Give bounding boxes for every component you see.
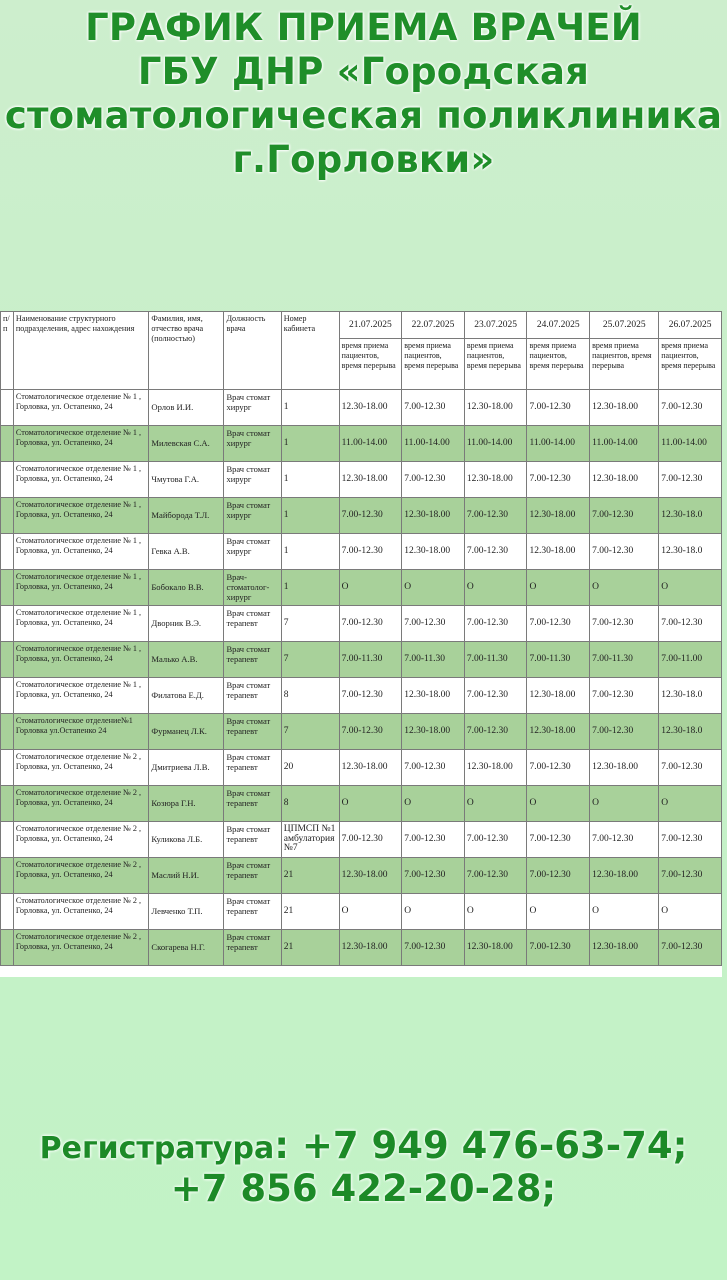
time-cell: 7.00-12.30 [339,678,402,714]
time-cell: О [402,570,465,606]
department-cell: Стоматологическое отделение № 1 , Горловка, ул. Остапенко, 24 [13,462,148,498]
registry-line-1 [0,1124,727,1167]
row-number-cell [1,750,14,786]
header-date: 23.07.2025 [464,312,527,339]
position-cell: Врач стомат терапевт [224,714,281,750]
time-cell: 7.00-12.30 [464,858,527,894]
time-cell: 12.30-18.00 [402,678,465,714]
registry-phone-1: : +7 949 476-63-74; [274,1124,688,1167]
time-cell: 7.00-12.30 [659,822,722,858]
time-cell: 7.00-12.30 [339,714,402,750]
department-cell: Стоматологическое отделение№1 Горловка ул.Остапенко 24 [13,714,148,750]
position-cell: Врач стомат хирург [224,534,281,570]
time-cell: 7.00-11.30 [339,642,402,678]
cabinet-cell: 21 [281,858,339,894]
cabinet-cell: 21 [281,930,339,966]
time-cell: 12.30-18.00 [527,678,590,714]
header-date: 22.07.2025 [402,312,465,339]
time-cell: 12.30-18.00 [402,714,465,750]
row-number-cell [1,930,14,966]
cabinet-cell: 7 [281,642,339,678]
row-number-cell [1,462,14,498]
department-cell: Стоматологическое отделение № 1 , Горловка, ул. Остапенко, 24 [13,498,148,534]
time-cell: 7.00-12.30 [659,930,722,966]
time-cell: 7.00-12.30 [339,534,402,570]
time-cell: 7.00-12.30 [527,930,590,966]
header-subcaption: время приема пациентов, время перерыва [659,339,722,390]
header-cabinet: Номер кабинета [281,312,339,390]
doctor-name-cell: Чмутова Г.А. [149,462,224,498]
department-cell: Стоматологическое отделение № 1 , Горловка, ул. Остапенко, 24 [13,426,148,462]
department-cell: Стоматологическое отделение № 1 , Горловка, ул. Остапенко, 24 [13,678,148,714]
time-cell: 7.00-12.30 [590,678,659,714]
doctor-name-cell: Куликова Л.Б. [149,822,224,858]
header-date: 25.07.2025 [590,312,659,339]
position-cell: Врач стомат терапевт [224,786,281,822]
position-cell: Врач-стоматолог-хирург [224,570,281,606]
time-cell: 7.00-12.30 [464,534,527,570]
time-cell: 12.30-18.00 [339,858,402,894]
header-date: 26.07.2025 [659,312,722,339]
row-number-cell [1,534,14,570]
time-cell: О [527,786,590,822]
department-cell: Стоматологическое отделение № 1 , Горловка, ул. Остапенко, 24 [13,642,148,678]
position-cell: Врач стомат хирург [224,498,281,534]
time-cell: О [590,570,659,606]
time-cell: 7.00-12.30 [402,858,465,894]
row-number-cell [1,498,14,534]
table-row [1,534,722,570]
doctor-name-cell: Фурманец Л.К. [149,714,224,750]
doctor-name-cell: Гевка А.В. [149,534,224,570]
position-cell: Врач стомат терапевт [224,822,281,858]
time-cell: 12.30-18.00 [590,930,659,966]
time-cell: 7.00-12.30 [659,606,722,642]
header-dept: Наименование структурного подразделения, адрес нахождения [13,312,148,390]
time-cell: 7.00-12.30 [339,498,402,534]
time-cell: 7.00-12.30 [402,750,465,786]
doctor-name-cell: Бобокало В.В. [149,570,224,606]
time-cell: 7.00-12.30 [659,462,722,498]
time-cell: 7.00-12.30 [590,498,659,534]
time-cell: 7.00-11.00 [659,642,722,678]
time-cell: 11.00-14.00 [464,426,527,462]
position-cell: Врач стомат терапевт [224,750,281,786]
time-cell: 7.00-12.30 [590,534,659,570]
doctor-name-cell: Левченко Т.П. [149,894,224,930]
cabinet-cell: 7 [281,714,339,750]
row-number-cell [1,570,14,606]
time-cell: 12.30-18.00 [527,714,590,750]
time-cell: О [659,570,722,606]
cabinet-cell: 1 [281,390,339,426]
time-cell: 7.00-12.30 [659,390,722,426]
row-number-cell [1,822,14,858]
position-cell: Врач стомат хирург [224,426,281,462]
time-cell: О [590,894,659,930]
time-cell: 12.30-18.00 [464,462,527,498]
time-cell: 7.00-11.30 [402,642,465,678]
time-cell: О [659,894,722,930]
title-line-2: ГБУ ДНР «Городская [137,50,590,93]
time-cell: 7.00-12.30 [527,462,590,498]
time-cell: 12.30-18.0 [659,498,722,534]
row-number-cell [1,426,14,462]
header-subcaption: время приема пациентов, время перерыва [339,339,402,390]
time-cell: О [590,786,659,822]
time-cell: О [464,894,527,930]
time-cell: 12.30-18.00 [464,930,527,966]
doctor-name-cell: Филатова Е.Д. [149,678,224,714]
time-cell: 7.00-12.30 [659,858,722,894]
cabinet-cell: 1 [281,570,339,606]
time-cell: 7.00-12.30 [527,822,590,858]
page-title [0,6,727,182]
position-cell: Врач стомат терапевт [224,930,281,966]
position-cell: Врач стомат терапевт [224,642,281,678]
time-cell: О [527,570,590,606]
time-cell: 12.30-18.00 [339,930,402,966]
cabinet-cell: 21 [281,894,339,930]
position-cell: Врач стомат терапевт [224,894,281,930]
time-cell: О [339,894,402,930]
header-date: 24.07.2025 [527,312,590,339]
department-cell: Стоматологическое отделение № 2 , Горловка, ул. Остапенко, 24 [13,750,148,786]
doctor-name-cell: Козюра Г.Н. [149,786,224,822]
registry-label: Регистратура [39,1131,275,1166]
time-cell: 7.00-12.30 [590,606,659,642]
position-cell: Врач стомат терапевт [224,858,281,894]
title-line-1: ГРАФИК ПРИЕМА ВРАЧЕЙ [85,6,642,49]
doctor-name-cell: Скогарева Н.Г. [149,930,224,966]
time-cell: О [527,894,590,930]
header-name: Фамилия, имя, отчество врача (полностью) [149,312,224,390]
time-cell: 12.30-18.00 [590,858,659,894]
time-cell: 12.30-18.00 [527,498,590,534]
table-row [1,786,722,822]
table-row [1,930,722,966]
time-cell: О [339,786,402,822]
row-number-cell [1,786,14,822]
doctor-name-cell: Маслий Н.И. [149,858,224,894]
table-row [1,678,722,714]
table-row [1,822,722,858]
time-cell: 7.00-12.30 [527,606,590,642]
department-cell: Стоматологическое отделение № 2 , Горловка, ул. Остапенко, 24 [13,786,148,822]
time-cell: 12.30-18.00 [339,750,402,786]
time-cell: 7.00-12.30 [402,930,465,966]
department-cell: Стоматологическое отделение № 2 , Горловка, ул. Остапенко, 24 [13,858,148,894]
time-cell: 7.00-12.30 [590,822,659,858]
header-date: 21.07.2025 [339,312,402,339]
time-cell: 12.30-18.0 [659,714,722,750]
time-cell: 12.30-18.00 [590,390,659,426]
time-cell: 7.00-12.30 [464,678,527,714]
table-row [1,606,722,642]
cabinet-cell: ЦПМСП №1 амбулатория №7 [281,822,339,858]
time-cell: 12.30-18.00 [464,750,527,786]
cabinet-cell: 8 [281,678,339,714]
table-row [1,498,722,534]
time-cell: 7.00-12.30 [590,714,659,750]
position-cell: Врач стомат хирург [224,390,281,426]
row-number-cell [1,894,14,930]
time-cell: 7.00-12.30 [339,606,402,642]
department-cell: Стоматологическое отделение № 2 , Горловка, ул. Остапенко, 24 [13,894,148,930]
time-cell: 11.00-14.00 [339,426,402,462]
time-cell: О [402,786,465,822]
time-cell: 12.30-18.00 [590,750,659,786]
schedule-table [0,311,722,966]
time-cell: 7.00-11.30 [590,642,659,678]
department-cell: Стоматологическое отделение № 1 , Горловка, ул. Остапенко, 24 [13,606,148,642]
time-cell: 12.30-18.00 [464,390,527,426]
header-subcaption: время приема пациентов, время перерыва [464,339,527,390]
time-cell: 11.00-14.00 [590,426,659,462]
header-subcaption: время приема пациентов, время перерыва [527,339,590,390]
row-number-cell [1,606,14,642]
time-cell: 12.30-18.00 [527,534,590,570]
title-line-4: г.Горловки» [232,138,495,181]
cabinet-cell: 1 [281,426,339,462]
table-row [1,390,722,426]
department-cell: Стоматологическое отделение № 1 , Горловка, ул. Остапенко, 24 [13,390,148,426]
header-num: п/п [1,312,14,390]
cabinet-cell: 7 [281,606,339,642]
time-cell: 12.30-18.00 [339,390,402,426]
time-cell: 7.00-12.30 [527,390,590,426]
time-cell: 12.30-18.0 [659,678,722,714]
doctor-name-cell: Милевская С.А. [149,426,224,462]
row-number-cell [1,678,14,714]
table-row [1,894,722,930]
row-number-cell [1,642,14,678]
time-cell: 11.00-14.00 [659,426,722,462]
row-number-cell [1,858,14,894]
position-cell: Врач стомат терапевт [224,606,281,642]
time-cell: 7.00-12.30 [402,462,465,498]
cabinet-cell: 8 [281,786,339,822]
title-line-3: стоматологическая поликлиника [4,94,723,137]
position-cell: Врач стомат терапевт [224,678,281,714]
time-cell: 7.00-12.30 [527,858,590,894]
time-cell: 12.30-18.0 [659,534,722,570]
time-cell: 7.00-12.30 [464,822,527,858]
cabinet-cell: 1 [281,534,339,570]
doctor-name-cell: Майборода Т.Л. [149,498,224,534]
table-row [1,714,722,750]
table-row [1,750,722,786]
row-number-cell [1,714,14,750]
time-cell: 7.00-12.30 [402,822,465,858]
department-cell: Стоматологическое отделение № 2 , Горловка, ул. Остапенко, 24 [13,930,148,966]
time-cell: 12.30-18.00 [590,462,659,498]
header-subcaption: время приема пациентов, время перерыва [402,339,465,390]
time-cell: 7.00-12.30 [464,714,527,750]
position-cell: Врач стомат хирург [224,462,281,498]
time-cell: 11.00-14.00 [402,426,465,462]
table-row [1,426,722,462]
header-position: Должность врача [224,312,281,390]
schedule-table-image [0,311,722,977]
cabinet-cell: 1 [281,498,339,534]
time-cell: 12.30-18.00 [339,462,402,498]
table-row [1,642,722,678]
department-cell: Стоматологическое отделение № 2 , Горловка, ул. Остапенко, 24 [13,822,148,858]
time-cell: 7.00-12.30 [464,606,527,642]
time-cell: О [659,786,722,822]
time-cell: 7.00-12.30 [339,822,402,858]
header-subcaption: время приема пациентов, время перерыва [590,339,659,390]
time-cell: 7.00-11.30 [527,642,590,678]
time-cell: 7.00-12.30 [659,750,722,786]
doctor-name-cell: Дмитриева Л.В. [149,750,224,786]
cabinet-cell: 1 [281,462,339,498]
time-cell: 7.00-11.30 [464,642,527,678]
time-cell: 7.00-12.30 [527,750,590,786]
time-cell: 11.00-14.00 [527,426,590,462]
time-cell: О [402,894,465,930]
time-cell: О [464,786,527,822]
schedule-rows [1,390,722,966]
table-row [1,570,722,606]
doctor-name-cell: Дворник В.Э. [149,606,224,642]
time-cell: 12.30-18.00 [402,534,465,570]
cabinet-cell: 20 [281,750,339,786]
registry-phone-2: +7 856 422-20-28; [170,1167,557,1210]
time-cell: 7.00-12.30 [402,606,465,642]
time-cell: 7.00-12.30 [464,498,527,534]
time-cell: О [339,570,402,606]
time-cell: 7.00-12.30 [402,390,465,426]
doctor-name-cell: Орлов И.И. [149,390,224,426]
department-cell: Стоматологическое отделение № 1 , Горловка, ул. Остапенко, 24 [13,570,148,606]
table-row [1,462,722,498]
table-row [1,858,722,894]
doctor-name-cell: Малько А.В. [149,642,224,678]
time-cell: 12.30-18.00 [402,498,465,534]
time-cell: О [464,570,527,606]
row-number-cell [1,390,14,426]
department-cell: Стоматологическое отделение № 1 , Горловка, ул. Остапенко, 24 [13,534,148,570]
